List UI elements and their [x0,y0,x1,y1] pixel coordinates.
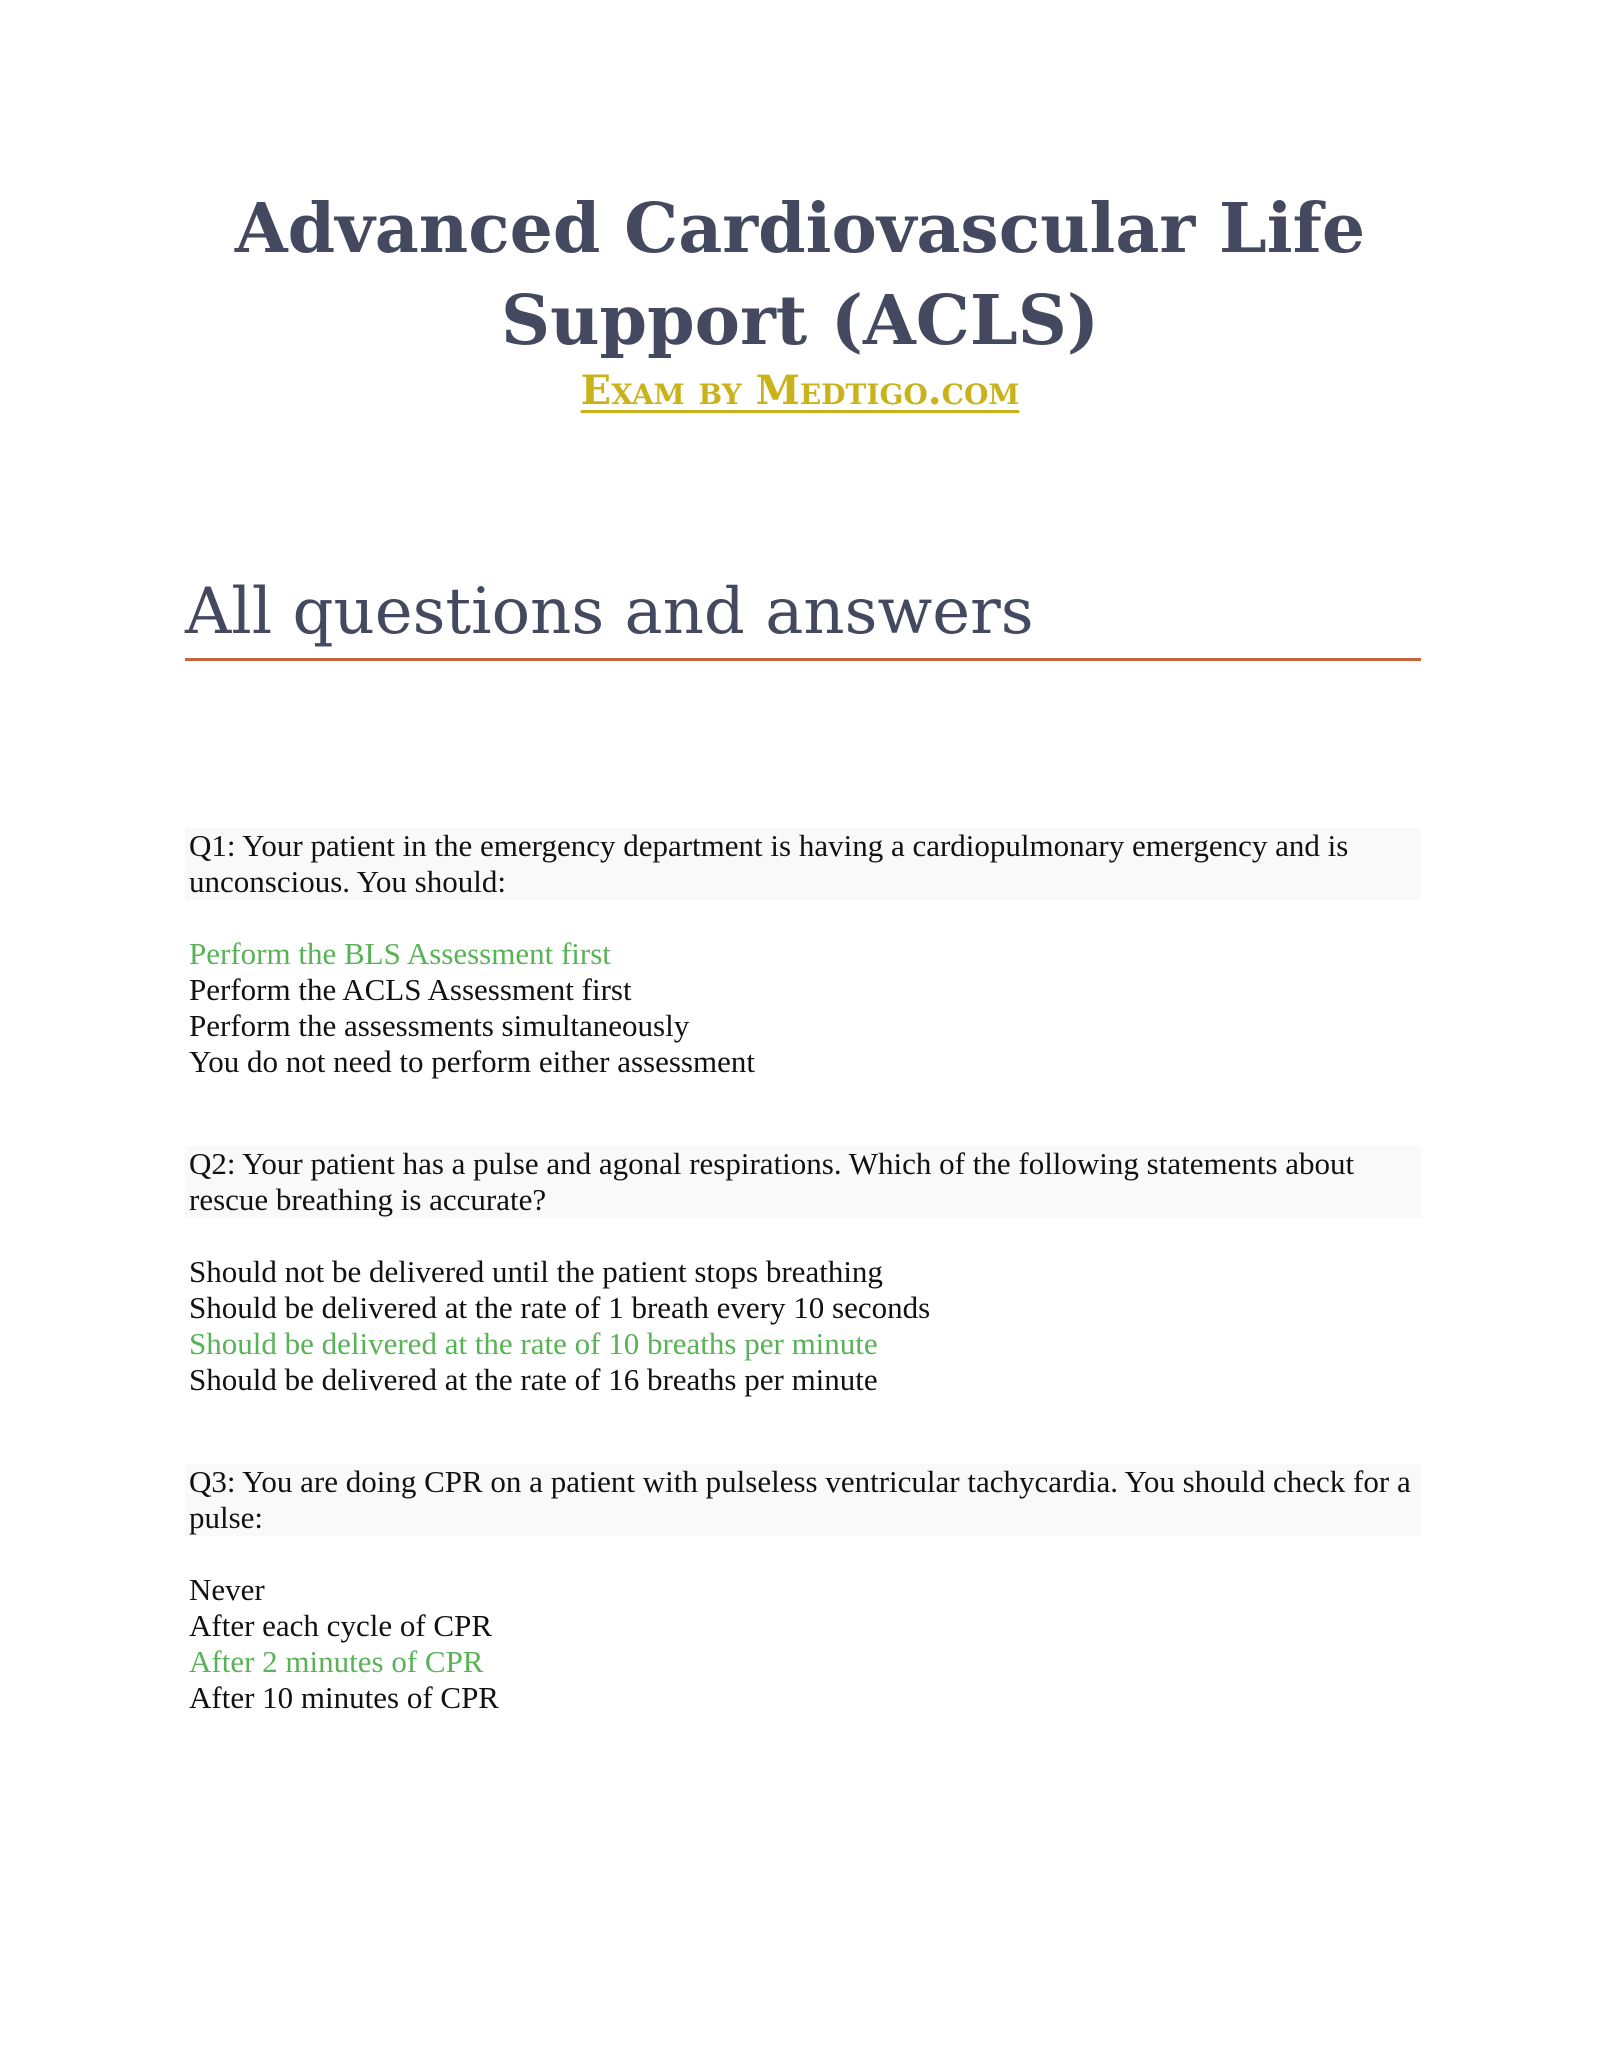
answer-options [185,1254,1421,1398]
correct-answer-option: Perform the BLS Assessment first [189,936,611,971]
answer-option: Perform the ACLS Assessment first [189,972,632,1007]
title-line-2: Support (ACLS) [500,281,1100,361]
answer-option: Should not be delivered until the patient stops breathing [189,1254,883,1289]
question-prompt: Q3: You are doing CPR on a patient with pulseless ventricular tachycardia. You should check for a pulse: [185,1464,1421,1536]
answer-option: After each cycle of CPR [189,1608,492,1643]
question-block-1 [185,828,1421,1080]
answer-option: You do not need to perform either assessment [189,1044,755,1079]
answer-option: Perform the assessments simultaneously [189,1008,690,1043]
answer-options [185,1572,1421,1716]
answer-option: After 10 minutes of CPR [189,1680,499,1715]
section-heading: All questions and answers [185,575,1034,649]
answer-options [185,936,1421,1080]
answer-option: Should be delivered at the rate of 16 breaths per minute [189,1362,878,1397]
question-prompt: Q1: Your patient in the emergency department is having a cardiopulmonary emergency and is unconscious. You should: [185,828,1421,900]
section-divider [185,658,1421,661]
question-block-2 [185,1146,1421,1398]
document-subtitle-link[interactable]: Exam by Medtigo.com [580,367,1020,414]
correct-answer-option: Should be delivered at the rate of 10 breaths per minute [189,1326,878,1361]
question-block-3 [185,1464,1421,1716]
answer-option: Should be delivered at the rate of 1 breath every 10 seconds [189,1290,931,1325]
correct-answer-option: After 2 minutes of CPR [189,1644,484,1679]
question-prompt: Q2: Your patient has a pulse and agonal respirations. Which of the following statements about rescue breathing is accurate? [185,1146,1421,1218]
title-line-1: Advanced Cardiovascular Life [234,189,1366,269]
answer-option: Never [189,1572,265,1607]
document-title [0,183,1600,367]
